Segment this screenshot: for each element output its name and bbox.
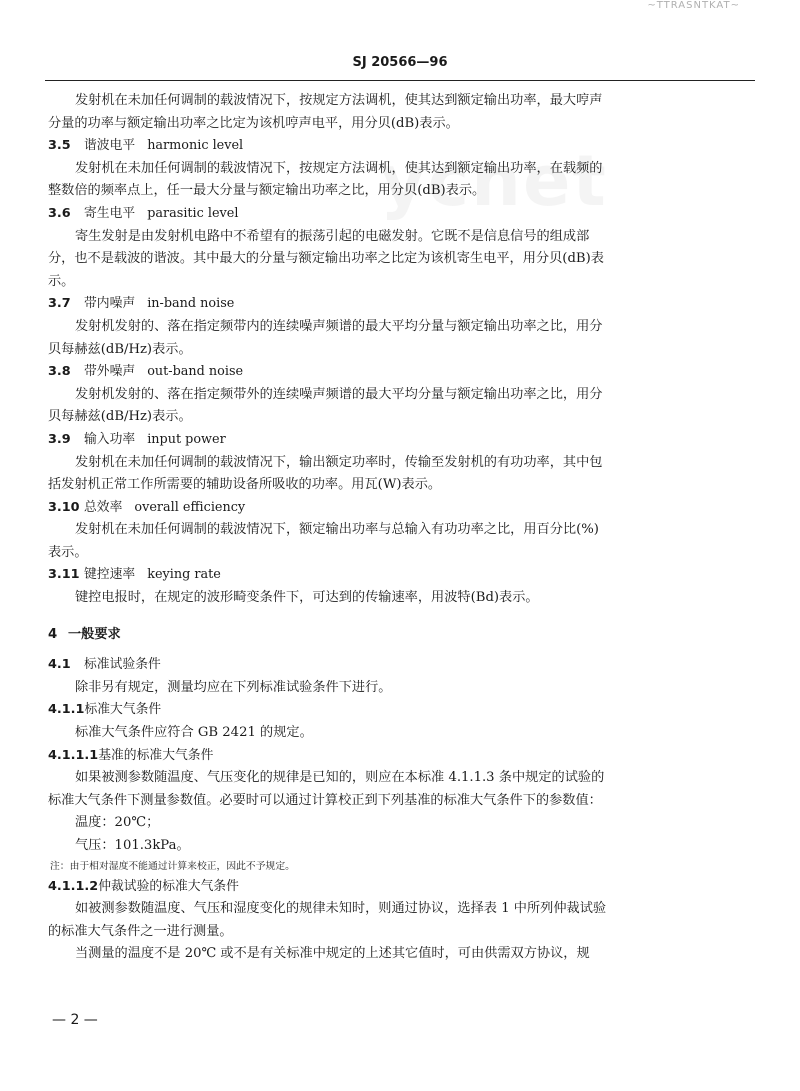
section-heading — [48, 624, 608, 647]
top-mark: ~TTRASNTKAT~ — [647, 0, 740, 11]
document-body — [48, 90, 608, 966]
clause-number: 3.7 — [48, 296, 71, 312]
clause-term: 仲裁试验的标准大气条件 — [98, 878, 239, 894]
clause-heading — [48, 745, 608, 768]
clause-term: 总效率 — [84, 499, 123, 515]
clause-heading — [48, 429, 608, 452]
clause-number: 3.11 — [48, 567, 80, 583]
paragraph: 发射机在未加任何调制的载波情况下，按规定方法调机，使其达到额定输出功率，最大哼声分量的功率与额定输出功率之比定为该机哼声电平，用分贝(dB)表示。 — [48, 93, 603, 131]
paragraph: 标准大气条件应符合 GB 2421 的规定。 — [75, 725, 313, 741]
clause-term: 基准的标准大气条件 — [98, 747, 214, 763]
clause-term-english: keying rate — [147, 567, 221, 583]
paragraph: 键控电报时，在规定的波形畸变条件下，可达到的传输速率，用波特(Bd)表示。 — [75, 590, 539, 606]
clause-term-english: out-band noise — [147, 364, 244, 380]
clause-number: 4.1.1.2 — [48, 878, 99, 894]
clause-term: 谐波电平 — [84, 138, 136, 154]
section-number: 4 — [48, 626, 58, 642]
clause-term: 键控速率 — [84, 567, 136, 583]
clause-number: 3.8 — [48, 364, 71, 380]
paragraph: 发射机在未加任何调制的载波情况下，按规定方法调机，使其达到额定输出功率，在载频的整数倍的频率点上，任一最大分量与额定输出功率之比，用分贝(dB)表示。 — [48, 160, 603, 199]
clause-heading — [48, 699, 608, 722]
clause-term-english: input power — [147, 431, 226, 447]
paragraph: 寄生发射是由发射机电路中不希望有的振荡引起的电磁发射。它既不是信息信号的组成部分，也不是载波的谐波。其中最大的分量与额定输出功率之比定为该机寄生电平，用分贝(dB)表示。 — [48, 228, 604, 289]
clause-term-english: harmonic level — [147, 138, 244, 154]
paragraph: 发射机在未加任何调制的载波情况下，额定输出功率与总输入有功功率之比，用百分比(%)表示。 — [48, 522, 599, 560]
page-number: — 2 — — [52, 1012, 98, 1028]
clause-term-english: in-band noise — [147, 296, 235, 312]
document-code-header: SJ 20566—96 — [352, 55, 448, 70]
paragraph: 发射机发射的、落在指定频带外的连续噪声频谱的最大平均分量与额定输出功率之比，用分贝每赫兹(dB/Hz)表示。 — [48, 386, 603, 425]
paragraph: 发射机发射的、落在指定频带内的连续噪声频谱的最大平均分量与额定输出功率之比，用分贝每赫兹(dB/Hz)表示。 — [48, 318, 603, 357]
paragraph: 除非另有规定，测量均应在下列标准试验条件下进行。 — [75, 679, 392, 695]
clause-term: 带外噪声 — [84, 364, 136, 380]
clause-heading — [48, 293, 608, 316]
clause-heading — [48, 497, 608, 520]
clause-number: 4.1.1.1 — [48, 747, 99, 763]
clause-number: 3.10 — [48, 499, 80, 515]
paragraph: 发射机在未加任何调制的载波情况下，输出额定功率时，传输至发射机的有功功率，其中包括发射机正常工作所需要的辅助设备所吸收的功率。用瓦(W)表示。 — [48, 454, 603, 493]
header-rule — [45, 80, 755, 81]
clause-term-english: overall efficiency — [134, 499, 246, 515]
list-item: 温度：20℃； — [75, 815, 160, 831]
clause-heading — [48, 361, 608, 384]
clause-term: 带内噪声 — [84, 296, 136, 312]
clause-number: 3.9 — [48, 431, 71, 447]
clause-number: 4.1.1 — [48, 702, 85, 718]
clause-term: 标准大气条件 — [84, 702, 162, 718]
clause-heading — [48, 564, 608, 587]
clause-heading — [48, 654, 608, 677]
paragraph: 当测量的温度不是 20℃ 或不是有关标准中规定的上述其它值时，可由供需双方协议，规 — [75, 946, 590, 962]
clause-heading — [48, 876, 608, 899]
clause-number: 3.5 — [48, 138, 71, 154]
clause-number: 4.1 — [48, 657, 71, 673]
clause-term: 标准试验条件 — [84, 657, 161, 673]
clause-term-english: parasitic level — [147, 205, 239, 221]
clause-term: 寄生电平 — [84, 205, 136, 221]
clause-heading — [48, 135, 608, 158]
section-title: 一般要求 — [68, 626, 121, 642]
clause-number: 3.6 — [48, 205, 71, 221]
paragraph: 如被测参数随温度、气压和湿度变化的规律未知时，则通过协议，选择表 1 中所列仲裁试验的标准大气条件之一进行测量。 — [48, 901, 607, 939]
note: 注：由于相对湿度不能通过计算来校正，因此不予规定。 — [50, 860, 295, 872]
clause-heading — [48, 203, 608, 226]
paragraph: 如果被测参数随温度、气压变化的规律是已知的，则应在本标准 4.1.1.3 条中规定的试验的标准大气条件下测量参数值。必要时可以通过计算校正到下列基准的标准大气条件下的参数值： — [48, 770, 605, 808]
list-item: 气压：101.3kPa。 — [75, 838, 190, 853]
clause-term: 输入功率 — [84, 431, 136, 447]
